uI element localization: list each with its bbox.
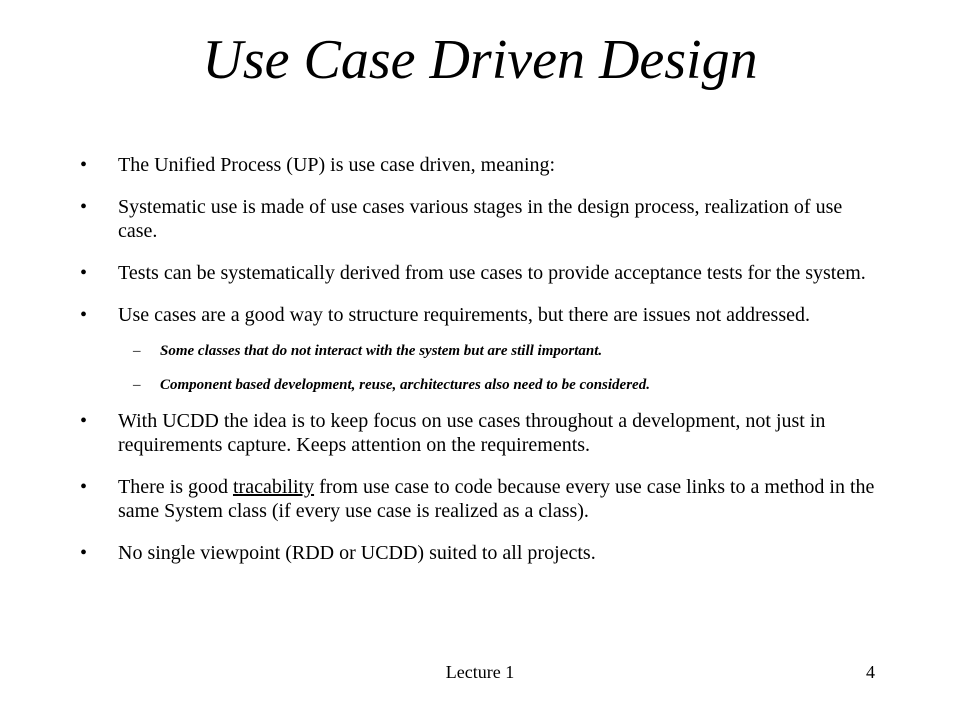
bullet-text: The Unified Process (UP) is use case driven, meaning: <box>118 154 556 176</box>
bullet-up-use-case-driven <box>80 153 880 177</box>
sub-bullet-text: Component based development, reuse, architectures also need to be considered. <box>160 377 650 393</box>
bullet-glyph: • <box>80 196 88 218</box>
bullet-glyph: • <box>80 476 88 498</box>
bullet-text-post: from use case to code because every use case links to a method in the same System class (if every use case is realized as a class). <box>118 476 875 522</box>
bullet-glyph: • <box>80 154 88 176</box>
bullet-glyph: • <box>80 304 88 326</box>
sub-bullet-glyph: – <box>133 377 141 393</box>
bullet-text: No single viewpoint (RDD or UCDD) suited to all projects. <box>118 542 596 564</box>
footer-page-number: 4 <box>866 662 875 682</box>
bullet-text: Tests can be systematically derived from use cases to provide acceptance tests for the system. <box>118 262 866 284</box>
slide-content <box>80 150 880 565</box>
sub-bullet-glyph: – <box>133 343 141 359</box>
bullet-tracability <box>80 475 880 523</box>
bullet-text: Use cases are a good way to structure requirements, but there are issues not addressed. <box>118 304 810 326</box>
bullet-structure-requirements <box>80 303 880 327</box>
bullet-no-single-viewpoint <box>80 541 880 565</box>
bullet-glyph: • <box>80 262 88 284</box>
bullet-text: Systematic use is made of use cases various stages in the design process, realization of use case. <box>118 196 843 242</box>
bullet-tests-derived <box>80 261 880 285</box>
underlined-term-tracability: tracability <box>232 476 315 498</box>
bullet-ucdd-focus <box>80 409 880 457</box>
bullet-glyph: • <box>80 542 88 564</box>
slide-title: Use Case Driven Design <box>202 29 758 91</box>
sub-bullet-text: Some classes that do not interact with the system but are still important. <box>160 343 603 359</box>
footer-lecture-label: Lecture 1 <box>445 662 515 682</box>
bullet-text-pre: There is good <box>118 476 233 498</box>
bullet-text: With UCDD the idea is to keep focus on use cases throughout a development, not just in requirements capture. Keeps attention on the requirements. <box>118 410 826 456</box>
bullet-glyph: • <box>80 410 88 432</box>
sub-bullet-classes <box>80 341 880 361</box>
sub-bullet-component-development <box>80 375 880 395</box>
bullet-systematic-use <box>80 195 880 243</box>
